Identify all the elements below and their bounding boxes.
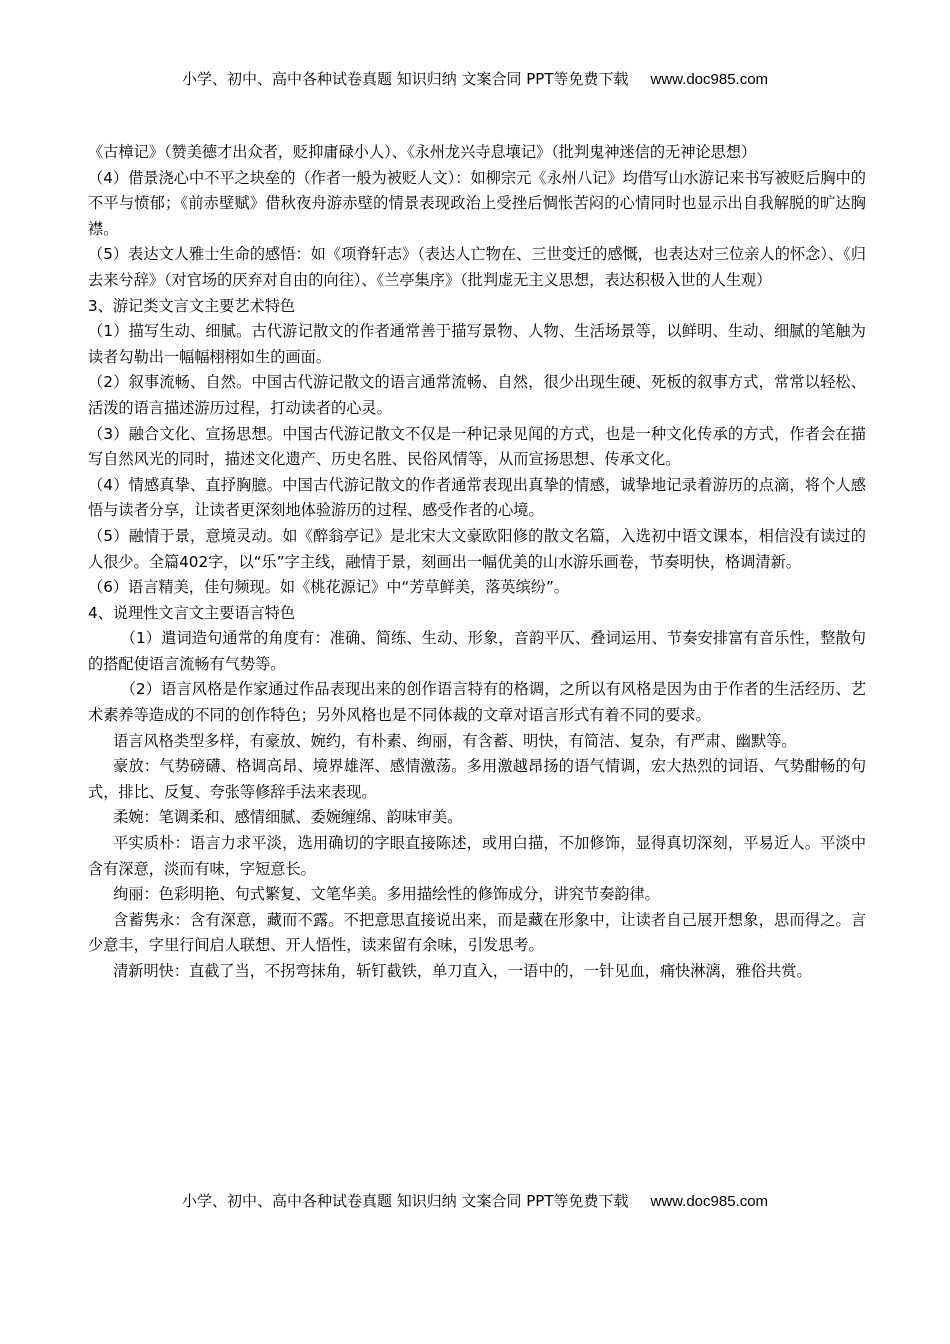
header-url[interactable]: www.doc985.com <box>650 71 769 88</box>
paragraph: 清新明快：直截了当，不拐弯抹角，斩钉截铁，单刀直入，一语中的，一针见血，痛快淋漓，雅俗共赏。 <box>113 962 812 980</box>
paragraph: （3）融合文化、宣扬思想。中国古代游记散文不仅是一种记录见闻的方式，也是一种文化传承的方式，作者会在描写自然风光的同时，描述文化遗产、历史名胜、民俗风情等，从而宣扬思想、传承文化。 <box>88 424 866 469</box>
page-footer <box>0 1190 950 1211</box>
paragraph: （1）描写生动、细腻。古代游记散文的作者通常善于描写景物、人物、生活场景等，以鲜明、生动、细腻的笔触为读者勾勒出一幅幅栩栩如生的画面。 <box>88 322 866 366</box>
paragraph: （5）融情于景，意境灵动。如《醉翁亭记》是北宋大文豪欧阳修的散文名篇，入选初中语文课本，相信没有读过的人很少。全篇402字，以“乐”字主线，融情于景，刻画出一幅优美的山水游乐画卷，节奏明快，格调清新。 <box>88 526 866 571</box>
paragraph: 绚丽：色彩明艳、句式繁复、文笔华美。多用描绘性的修饰成分，讲究节奏韵律。 <box>113 885 660 904</box>
paragraph: 含蓄隽永：含有深意，藏而不露。不把意思直接说出来，而是藏在形象中，让读者自己展开想象，思而得之。言少意丰，字里行间启人联想、开人悟性，读来留有余味，引发思考。 <box>88 910 866 955</box>
paragraph: 豪放：气势磅礴、格调高昂、境界雄浑、感情激荡。多用激越昂扬的语气情调，宏大热烈的词语、气势酣畅的句式，排比、反复、夸张等修辞手法来表现。 <box>88 757 866 801</box>
paragraph: （2）叙事流畅、自然。中国古代游记散文的语言通常流畅、自然，很少出现生硬、死板的叙事方式，常常以轻松、活泼的语言描述游历过程，打动读者的心灵。 <box>88 373 866 417</box>
header-text: 小学、初中、高中各种试卷真题 知识归纳 文案合同 PPT等免费下载 <box>181 70 629 88</box>
footer-text: 小学、初中、高中各种试卷真题 知识归纳 文案合同 PPT等免费下载 <box>181 1192 629 1210</box>
paragraph: （4）借景浇心中不平之块垒的（作者一般为被贬人文）：如柳宗元《永州八记》均借写山水游记来书写被贬后胸中的不平与愤郁；《前赤壁赋》借秋夜舟游赤壁的情景表现政治上受挫后惆怅苦闷的心情同时也显示出自我解脱的旷达胸襟。 <box>88 168 866 238</box>
section-heading: 4、说理性文言文主要语言特色 <box>88 603 296 622</box>
paragraph: （4）情感真挚、直抒胸臆。中国古代游记散文的作者通常表现出真挚的情感，诚挚地记录着游历的点滴，将个人感悟与读者分享，让读者更深刻地体验游历的过程、感受作者的心境。 <box>88 475 866 520</box>
page-header <box>0 68 950 89</box>
footer-url[interactable]: www.doc985.com <box>650 1193 769 1210</box>
paragraph: 平实质朴：语言力求平淡，选用确切的字眼直接陈述，或用白描，不加修饰，显得真切深刻，平易近人。平淡中含有深意，淡而有味，字短意长。 <box>88 834 866 878</box>
paragraph: （5）表达文人雅士生命的感悟：如《项脊轩志》（表达人亡物在、三世变迁的感慨，也表达对三位亲人的怀念）、《归去来兮辞》（对官场的厌弃对自由的向往）、《兰亭集序》（批判虚无主义思想，表达积极入世的人生观） <box>88 245 866 289</box>
document-body <box>88 140 866 985</box>
paragraph: 语言风格类型多样，有豪放、婉约，有朴素、绚丽，有含蓄、明快，有简洁、复杂，有严肃、幽默等。 <box>113 731 797 750</box>
paragraph: 《古樟记》（赞美德才出众者，贬抑庸碌小人）、《永州龙兴寺息壤记》（批判鬼神迷信的无神论思想） <box>88 143 757 161</box>
paragraph: （1）遣词造句通常的角度有：准确、简练、生动、形象，音韵平仄、叠词运用、节奏安排富有音乐性，整散句的搭配使语言流畅有气势等。 <box>88 629 866 673</box>
paragraph: （6）语言精美，佳句频现。如《桃花源记》中“芳草鲜美，落英缤纷”。 <box>88 578 570 597</box>
paragraph: 柔婉：笔调柔和、感情细腻、委婉缠绵、韵味审美。 <box>113 808 463 827</box>
section-heading: 3、游记类文言文主要艺术特色 <box>88 296 296 315</box>
paragraph: （2）语言风格是作家通过作品表现出来的创作语言特有的格调，之所以有风格是因为由于作者的生活经历、艺术素养等造成的不同的创作特色；另外风格也是不同体裁的文章对语言形式有着不同的要求。 <box>88 680 866 725</box>
